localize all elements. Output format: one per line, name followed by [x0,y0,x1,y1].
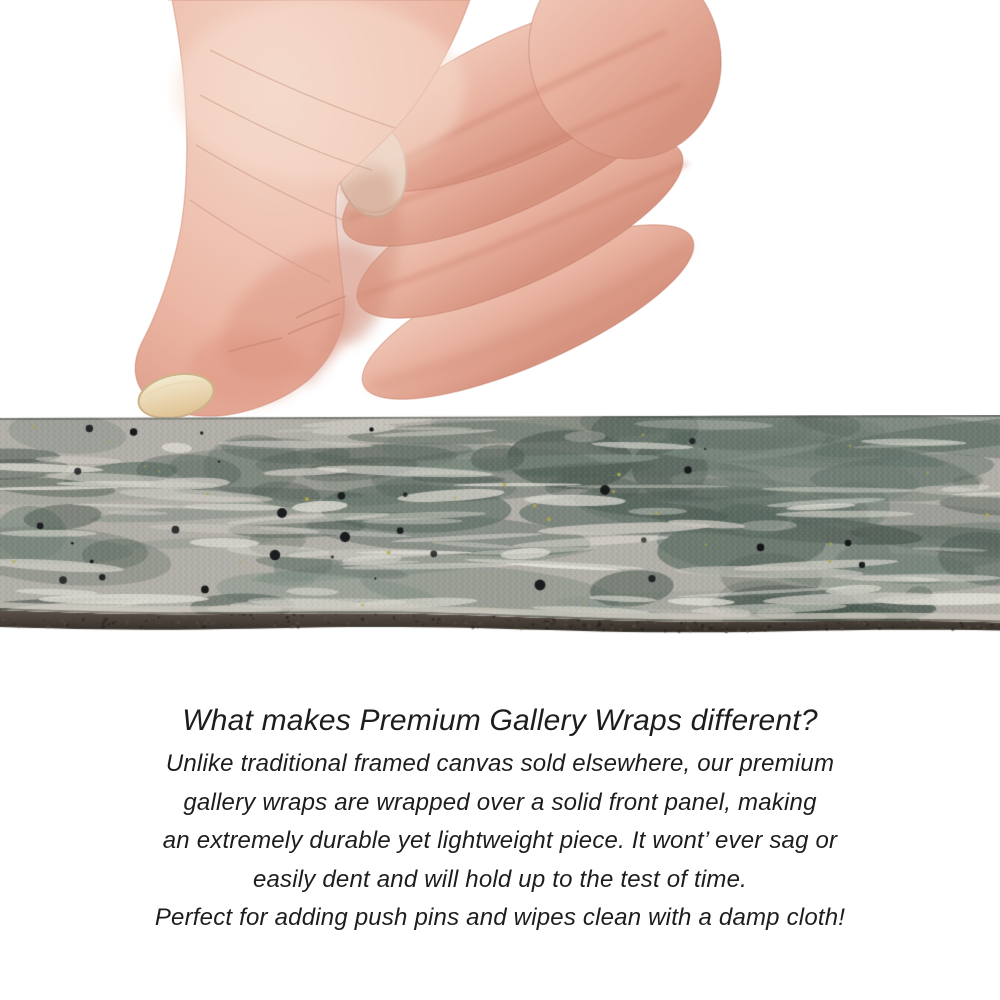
caption-line-3: an extremely durable yet lightweight piece. It wont’ ever sag or [162,827,838,854]
caption-heading: What makes Premium Gallery Wraps different? [182,704,818,737]
caption [0,703,1000,938]
canvas-edge-strip [0,415,1000,635]
caption-line-5: Perfect for adding push pins and wipes clean with a damp cloth! [154,904,846,931]
caption-line-2: gallery wraps are wrapped over a solid front panel, making [183,788,817,816]
caption-line-1: Unlike traditional framed canvas sold elsewhere, our premium [165,750,835,777]
hand-photo [0,0,1000,418]
caption-line-4: easily dent and will hold up to the test of time. [252,865,748,893]
hand-illustration [0,0,1000,418]
canvas-edge-texture [0,415,1000,635]
palm-highlight [175,0,465,180]
